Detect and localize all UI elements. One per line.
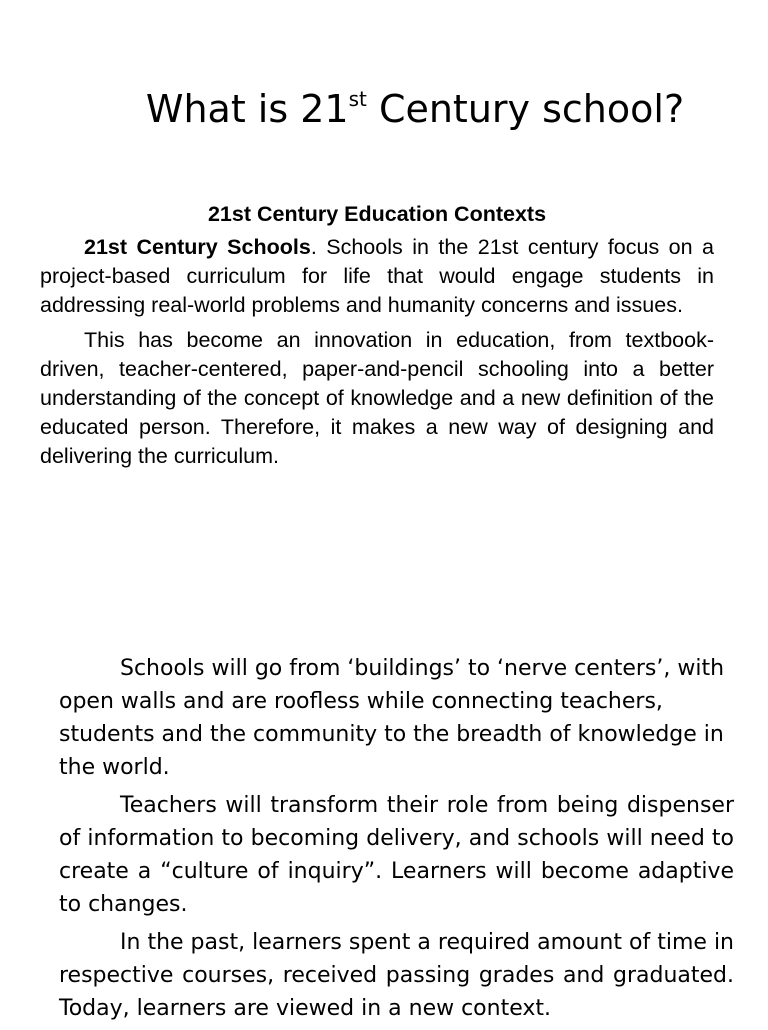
schools-paragraph bbox=[40, 233, 714, 320]
schools-paragraph-text: . Schools in the 21st century focus on a project-based curriculum for life that would engage students in addressing real-world problems and humanity concerns and issues. bbox=[40, 235, 715, 317]
title-superscript: st bbox=[348, 87, 367, 111]
learners-context-paragraph: In the past, learners spent a required amount of time in respective courses, received passing grades and graduated. Today, learners are viewed in a new context. bbox=[59, 930, 734, 1021]
page-title bbox=[0, 84, 768, 134]
teachers-role-paragraph: Teachers will transform their role from being dispenser of information to becoming delivery, and schools will need to create a “culture of inquiry”. Learners will become adaptive to changes. bbox=[59, 793, 734, 917]
title-suffix: Century school? bbox=[366, 87, 685, 131]
changes-section bbox=[59, 652, 734, 1030]
education-contexts-section bbox=[40, 200, 714, 477]
title-prefix: What is 21 bbox=[145, 87, 349, 131]
innovation-paragraph: This has become an innovation in education, from textbook-driven, teacher-centered, paper-and-pencil schooling into a better understanding of the concept of knowledge and a new definition of the educated person. Therefore, it makes a new way of designing and delivering the curriculum. bbox=[40, 328, 714, 468]
schools-bold-lead: 21st Century Schools bbox=[84, 235, 311, 259]
nerve-centers-paragraph: Schools will go from ‘buildings’ to ‘nerve centers’, with open walls and are roofless while connecting teachers, students and the community to the breadth of knowledge in the world. bbox=[59, 656, 725, 780]
section-heading: 21st Century Education Contexts bbox=[207, 202, 547, 226]
